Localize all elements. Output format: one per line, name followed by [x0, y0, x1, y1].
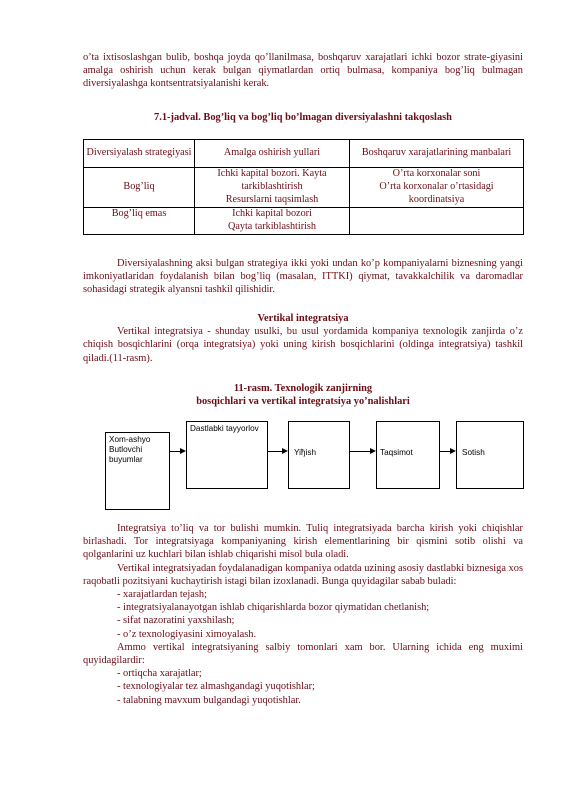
- section-heading: Vertikal integratsiya: [257, 313, 349, 324]
- table-cell: Bog’liq: [84, 168, 195, 208]
- cell-line: Ichki kapital bozori: [232, 208, 312, 220]
- cell-line: koordinatsiya: [408, 193, 465, 205]
- chain-stage-box: Taqsimot: [376, 421, 440, 489]
- list-item: - ortiqcha xarajatlar;: [117, 668, 202, 680]
- intro-paragraph: [83, 51, 523, 91]
- list-item: - talabning mavxum bulgandagi yuqotishlar.: [117, 694, 301, 706]
- cell-line: Ichki kapital bozori. Kayta: [217, 168, 327, 180]
- cell-line: tarkiblashtirish: [241, 181, 303, 193]
- cell-line: Qayta tarkiblashtirish: [228, 221, 316, 232]
- table-row: [84, 208, 524, 235]
- table-row: [84, 168, 524, 208]
- figure-title-block: [83, 382, 523, 408]
- paragraph-2: [83, 257, 523, 297]
- cell-line: O’rta korxonalar soni: [392, 168, 481, 180]
- paragraph-text: Diversiyalashning aksi bulgan strategiya ikki yoki undan ko’p kompaniyalarni biznesning yangi imkoniyatlaridan foydalanish bilan bog’liq (masalan, ITTKI) qiymat, tavakkalchilik va daromadlar sohasidagi strategik alyansni tashkil qilishidir.: [83, 258, 523, 296]
- list-item: - integratsiyalanayotgan ishlab chiqarishlarda bozor qiymatidan chetlanish;: [117, 602, 430, 614]
- list-item: - o’z texnologiyasini ximoyalash.: [117, 628, 257, 640]
- list-item: - sifat nazoratini yaxshilash;: [117, 615, 235, 627]
- table-header-cell: Diversiyalash strategiyasi: [84, 140, 195, 168]
- paragraph-text: Vertikal integratsiya - shunday usulki, bu usul yordamida kompaniya texnologik zanjirda o’z chiqish bosqichlarini (orqa integratsiya) yoki uning kirish bosqichlarini (oldinga integratsiya) tashkil qiladi.(11-rasm).: [83, 326, 523, 364]
- chain-arrow: [350, 451, 372, 452]
- figure-title-line: bosqichlari va vertikal integratsiya yo’nalishlari: [196, 396, 410, 408]
- table-title: 7.1-jadval. Bog’liq va bog’liq bo’lmagan diversiyalashni takqoslash: [154, 112, 452, 123]
- table-cell: [195, 208, 350, 235]
- table-cell: [195, 168, 350, 208]
- intro-text: o’ta ixtisoslashgan bulib, boshqa joyda qo’llanilmasa, boshqaruv xarajatlari ichki bozor strate-giyasini amalga oshirish uchun kerak bulgan qiymatlardan ortiq bulmasa, kompaniya bog’liq bulmagan diversiyalashga kontsentratsiyalanishi kerak.: [83, 52, 523, 90]
- paragraph-text: Ammo vertikal integratsiyaning salbiy tomonlari xam bor. Ularning ichida eng muximi quyidagilardir:: [83, 641, 523, 667]
- table-title-block: [83, 111, 523, 124]
- cell-line: Resurslarni taqsimlash: [225, 193, 319, 205]
- chain-stage-box: Sotish: [456, 421, 524, 489]
- chain-stage-box: Yiђish: [288, 421, 350, 489]
- comparison-table: [83, 139, 524, 235]
- cell-line: O’rta korxonalar o’rtasidagi: [379, 181, 494, 193]
- chain-stage-box: Xom-ashyo Butlovchi buyumlar: [105, 432, 170, 510]
- table-header-cell: Amalga oshirish yullari: [195, 140, 350, 168]
- body-section: [83, 522, 523, 707]
- table-header-row: [84, 140, 524, 168]
- section-vertical: [83, 312, 523, 365]
- paragraph-text: Integratsiya to’liq va tor bulishi mumkin. Tuliq integratsiyada barcha kirish yoki chiqishlar birlashadi. Tor integratsiyaga kompaniyaning kirish elementlarining bir qismini sotib olishi va qolganlarini uz kuchlari bilan ishlab chiqarishi misol bula oladi.: [83, 523, 523, 561]
- table-cell: [350, 168, 524, 208]
- table-header-cell: Boshqaruv xarajatlarining manbalari: [350, 140, 524, 168]
- table-cell-empty: [350, 208, 524, 235]
- table-cell: Bog’liq emas: [84, 208, 195, 235]
- figure-title-line: 11-rasm. Texnologik zanjirning: [233, 383, 373, 394]
- chain-stage-box: Dastlabki tayyorlov: [186, 421, 268, 489]
- list-item: - texnologiyalar tez almashgandagi yuqotishlar;: [117, 681, 315, 693]
- list-item: - xarajatlardan tejash;: [117, 589, 208, 601]
- paragraph-text: Vertikal integratsiyadan foydalanadigan kompaniya odatda uzining asosiy dastlabki biznesiga xos raqobatli pozitsiyani kuchaytirish istagi bilan izoxlanadi. Bunga quyidagilar sabab buladi:: [83, 562, 523, 587]
